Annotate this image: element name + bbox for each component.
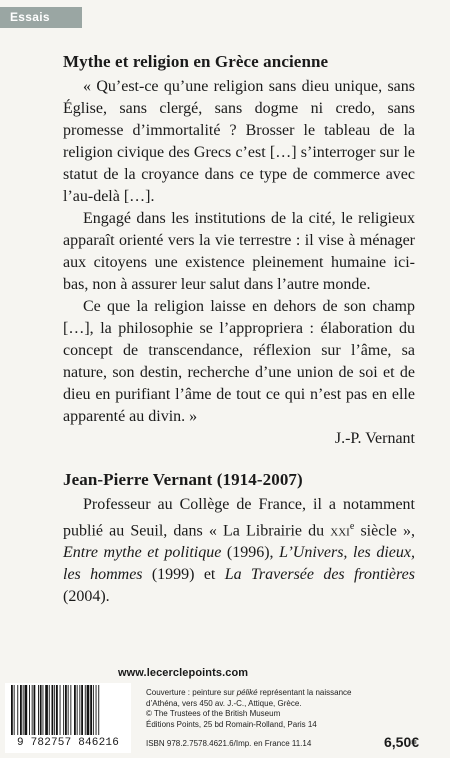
barcode-bars xyxy=(9,685,127,737)
barcode-bar xyxy=(43,685,44,735)
barcode-bar xyxy=(56,685,58,735)
barcode-bar xyxy=(60,685,61,735)
barcode xyxy=(5,683,131,753)
section-title-author: Jean-Pierre Vernant (1914-2007) xyxy=(63,470,303,489)
barcode-bar xyxy=(77,685,78,735)
barcode-bar xyxy=(70,685,71,735)
credits-line-3: © The Trustees of the British Museum xyxy=(146,709,281,718)
barcode-bar xyxy=(38,685,39,735)
barcode-bar xyxy=(29,685,30,735)
barcode-bar xyxy=(93,685,94,735)
barcode-bar xyxy=(17,685,18,735)
barcode-bar xyxy=(25,685,28,735)
section-title-book: Mythe et religion en Grèce ancienne xyxy=(63,52,329,71)
quote-paragraph-2: Engagé dans les institutions de la cité, le religieux apparaît orienté vers la vie terrestre : il vise à ménager aux citoyens une existence pleinement humaine ici-bas, non à assurer leur salut dans l’autre monde. xyxy=(63,210,415,293)
barcode-bar xyxy=(11,685,13,735)
credits-line-2: d’Athéna, vers 450 av. J.-C., Attique, Grèce. xyxy=(146,698,302,708)
barcode-bar xyxy=(63,685,64,735)
barcode-bar xyxy=(81,685,83,735)
barcode-bar xyxy=(65,685,67,735)
quote-paragraph-3: Ce que la religion laisse en dehors de son champ […], la philosophie se l’appropriera : élaboration du concept de transcendance, réflexion sur l’âme, sa nature, son destin, recherche d’une union de soi et de dieu en purifiant l’âme de tout ce qui n’est pas en elle apparenté au divin. » xyxy=(63,298,415,425)
barcode-bar xyxy=(34,685,36,735)
cover-credits xyxy=(146,688,356,730)
barcode-bar xyxy=(52,685,54,735)
barcode-bar xyxy=(45,685,48,735)
barcode-digits: 9 782757 846216 xyxy=(16,737,120,749)
publisher-website[interactable]: www.lecerclepoints.com xyxy=(118,667,249,679)
quote-signature: J.-P. Vernant xyxy=(334,430,415,447)
credits-line-1: Couverture : peinture sur péliké représentant la naissance xyxy=(146,688,352,697)
barcode-bar xyxy=(54,685,55,735)
isbn-line: ISBN 978.2.7578.4621.6/Imp. en France 11.14 xyxy=(146,739,312,748)
barcode-bar xyxy=(96,685,97,735)
barcode-bar xyxy=(40,685,42,735)
barcode-bar xyxy=(68,685,69,735)
barcode-bar xyxy=(23,685,24,735)
credits-line-4: Éditions Points, 25 bd Romain-Rolland, Paris 14 xyxy=(146,719,317,729)
barcode-bar xyxy=(32,685,33,735)
barcode-bar xyxy=(20,685,22,735)
barcode-bar xyxy=(74,685,76,735)
author-bio: Professeur au Collège de France, il a notamment publié au Seuil, dans « La Librairie du xxi$^e$ siècle », Entre mythe et politique (1996), L’Univers, les dieux, les hommes (1999) et La Traversée des frontières (2004). xyxy=(63,496,416,606)
barcode-bar xyxy=(87,685,90,735)
barcode-bar xyxy=(14,685,15,735)
barcode-bar xyxy=(85,685,86,735)
back-cover-text xyxy=(63,52,415,608)
barcode-bar xyxy=(98,685,99,735)
barcode-bar xyxy=(79,685,80,735)
price-label: 6,50€ xyxy=(384,734,420,750)
barcode-bar xyxy=(49,685,50,735)
barcode-bar xyxy=(90,685,92,735)
collection-tag: Essais xyxy=(0,7,82,28)
quote-paragraph-1: « Qu’est-ce qu’une religion sans dieu unique, sans Église, sans clergé, sans dogme ni credo, sans promesse d’immortalité ? Brosser le tableau de la religion civique des Grecs c’est […] s’interroger sur le statut de la croyance dans ce type de commerce avec l’au-delà […]. xyxy=(63,78,415,205)
